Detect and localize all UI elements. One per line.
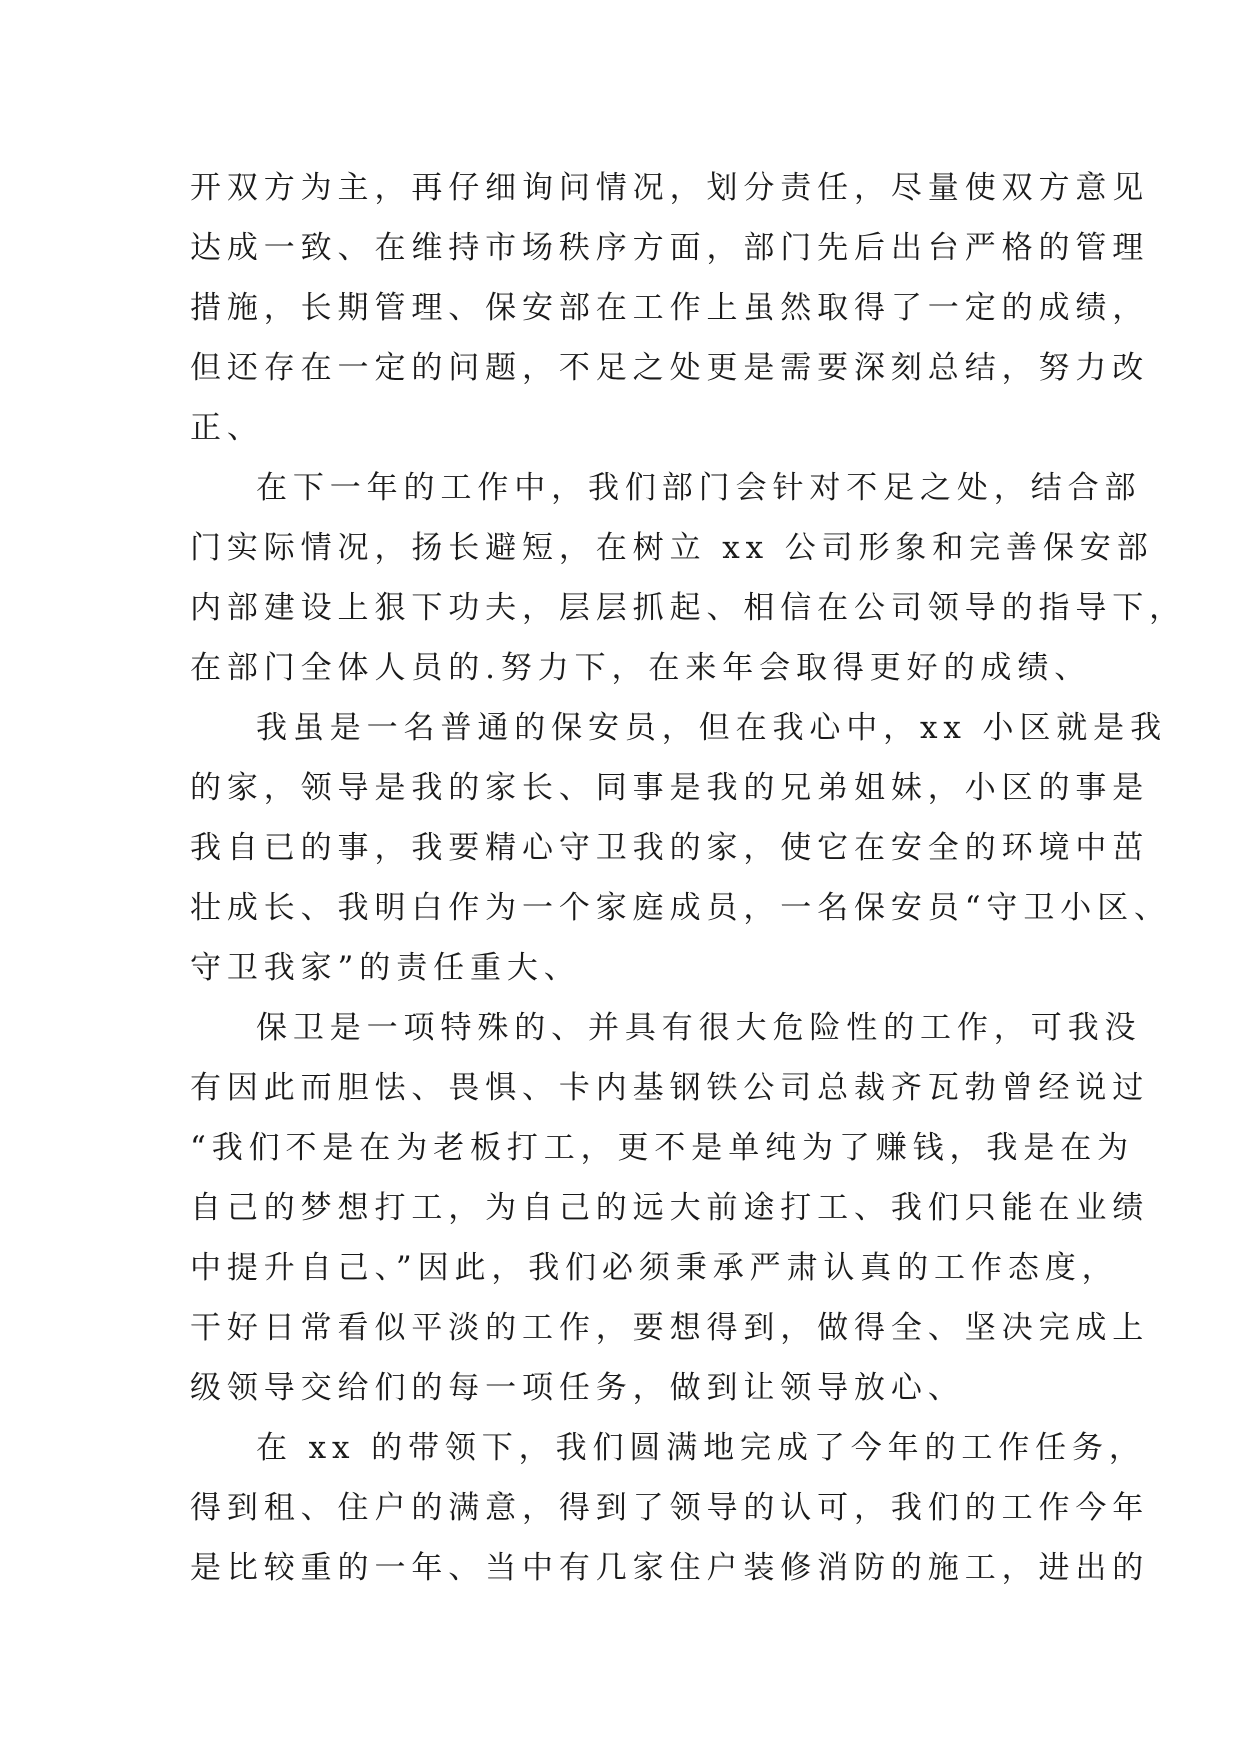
text-line: 中提升自己、”因此，我们必须秉承严肃认真的工作态度， — [190, 1250, 1119, 1286]
text-line: 自己的梦想打工，为自己的远大前途打工、我们只能在业绩 — [190, 1190, 1150, 1226]
text-line: 正、 — [190, 410, 264, 446]
text-line: 的家，领导是我的家长、同事是我的兄弟姐妹，小区的事是 — [190, 770, 1150, 806]
paragraph-first-line: 在下一年的工作中，我们部门会针对不足之处，结合部 — [256, 470, 1142, 506]
text-line: “我们不是在为老板打工，更不是单纯为了赚钱，我是在为 — [190, 1130, 1134, 1166]
text-line: 我自已的事，我要精心守卫我的家，使它在安全的环境中茁 — [190, 830, 1150, 866]
text-line: 壮成长、我明白作为一个家庭成员，一名保安员“守卫小区、 — [190, 890, 1171, 926]
text-line: 门实际情况，扬长避短，在树立 xx 公司形象和完善保安部 — [190, 530, 1154, 566]
text-line: 内部建设上狠下功夫，层层抓起、相信在公司领导的指导下， — [190, 590, 1187, 626]
text-line: 干好日常看似平淡的工作，要想得到，做得全、坚决完成上 — [190, 1310, 1150, 1346]
text-line: 级领导交给们的每一项任务，做到让领导放心、 — [190, 1370, 965, 1406]
text-line: 但还存在一定的问题，不足之处更是需要深刻总结，努力改 — [190, 350, 1150, 386]
text-line: 在部门全体人员的.努力下，在来年会取得更好的成绩、 — [190, 650, 1092, 686]
text-line: 措施，长期管理、保安部在工作上虽然取得了一定的成绩， — [190, 290, 1150, 326]
text-line: 是比较重的一年、当中有几家住户装修消防的施工，进出的 — [190, 1550, 1150, 1586]
body-text — [190, 158, 1187, 1598]
text-line: 开双方为主，再仔细询问情况，划分责任，尽量使双方意见 — [190, 170, 1150, 206]
paragraph-first-line: 保卫是一项特殊的、并具有很大危险性的工作，可我没 — [256, 1010, 1142, 1046]
text-line: 达成一致、在维持市场秩序方面，部门先后出台严格的管理 — [190, 230, 1150, 266]
paragraph-first-line: 我虽是一名普通的保安员，但在我心中，xx 小区就是我 — [256, 710, 1167, 746]
paragraph-first-line: 在 xx 的带领下，我们圆满地完成了今年的工作任务， — [256, 1430, 1146, 1466]
text-line: 有因此而胆怯、畏惧、卡内基钢铁公司总裁齐瓦勃曾经说过 — [190, 1070, 1150, 1106]
text-line: 守卫我家”的责任重大、 — [190, 950, 581, 986]
text-line: 得到租、住户的满意，得到了领导的认可，我们的工作今年 — [190, 1490, 1150, 1526]
